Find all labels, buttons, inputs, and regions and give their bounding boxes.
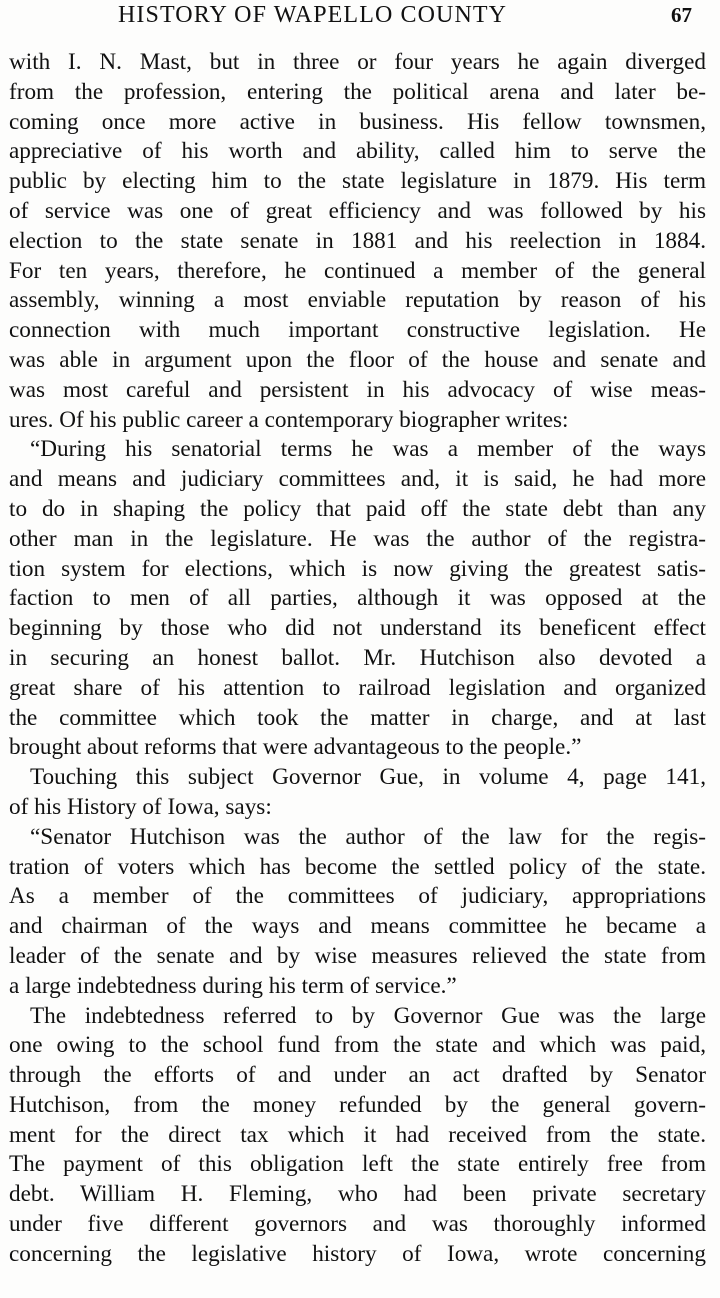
text-line: beginning by those who did not understand its beneficent effect: [9, 615, 706, 642]
text-line: of service was one of great efficiency and was followed by his: [9, 197, 706, 224]
text-line: of his History of Iowa, says:: [9, 793, 272, 820]
text-line: great share of his attention to railroad legislation and organized: [9, 674, 706, 701]
text-line: concerning the legislative history of Iowa, wrote concerning: [9, 1240, 706, 1267]
text-line: Hutchison, from the money refunded by the general govern-: [9, 1091, 706, 1118]
text-line: was most careful and persistent in his advocacy of wise meas-: [9, 376, 706, 403]
text-line: ment for the direct tax which it had received from the state.: [9, 1121, 706, 1148]
text-line: the committee which took the matter in charge, and at last: [9, 704, 706, 731]
text-line: a large indebtedness during his term of service.”: [9, 972, 457, 999]
text-line: tion system for elections, which is now giving the greatest satis-: [9, 555, 706, 582]
text-line: For ten years, therefore, he continued a member of the general: [9, 257, 706, 284]
text-line: The indebtedness referred to by Governor Gue was the large: [30, 1002, 706, 1029]
text-line: “During his senatorial terms he was a member of the ways: [30, 436, 706, 463]
text-line: was able in argument upon the floor of the house and senate and: [9, 346, 706, 373]
text-line: “Senator Hutchison was the author of the law for the regis-: [30, 823, 706, 850]
text-line: from the profession, entering the political arena and later be-: [9, 78, 706, 105]
text-line: coming once more active in business. His fellow townsmen,: [9, 108, 706, 135]
text-line: Touching this subject Governor Gue, in volume 4, page 141,: [30, 764, 706, 791]
text-line: and chairman of the ways and means committee he became a: [9, 913, 706, 940]
text-line: under five different governors and was thoroughly informed: [9, 1211, 706, 1238]
text-line: through the efforts of and under an act drafted by Senator: [9, 1062, 706, 1089]
text-line: brought about reforms that were advantageous to the people.”: [9, 734, 582, 761]
text-line: in securing an honest ballot. Mr. Hutchison also devoted a: [9, 644, 706, 671]
text-line: and means and judiciary committees and, it is said, he had more: [9, 466, 706, 493]
text-line: other man in the legislature. He was the author of the registra-: [9, 525, 706, 552]
text-line: public by electing him to the state legislature in 1879. His term: [9, 168, 706, 195]
page-header: [0, 0, 720, 30]
running-head: HISTORY OF WAPELLO COUNTY: [118, 2, 508, 28]
page-number: 67: [671, 3, 692, 27]
text-line: to do in shaping the policy that paid off the state debt than any: [9, 495, 706, 522]
text-line: connection with much important constructive legislation. He: [9, 317, 706, 344]
text-line: assembly, winning a most enviable reputation by reason of his: [9, 287, 706, 314]
text-line: ures. Of his public career a contemporary biographer writes:: [9, 406, 569, 433]
text-line: appreciative of his worth and ability, called him to serve the: [9, 138, 706, 165]
text-line: leader of the senate and by wise measures relieved the state from: [9, 942, 706, 969]
text-line: The payment of this obligation left the state entirely free from: [9, 1151, 706, 1178]
text-line: faction to men of all parties, although it was opposed at the: [9, 585, 706, 612]
body-text: [9, 48, 706, 1270]
text-line: tration of voters which has become the settled policy of the state.: [9, 853, 706, 880]
text-line: debt. William H. Fleming, who had been private secretary: [9, 1181, 706, 1208]
text-line: with I. N. Mast, but in three or four years he again diverged: [9, 49, 706, 75]
text-line: As a member of the committees of judiciary, appropriations: [9, 883, 706, 910]
text-line: election to the state senate in 1881 and his reelection in 1884.: [9, 227, 706, 254]
text-line: one owing to the school fund from the state and which was paid,: [9, 1032, 706, 1059]
